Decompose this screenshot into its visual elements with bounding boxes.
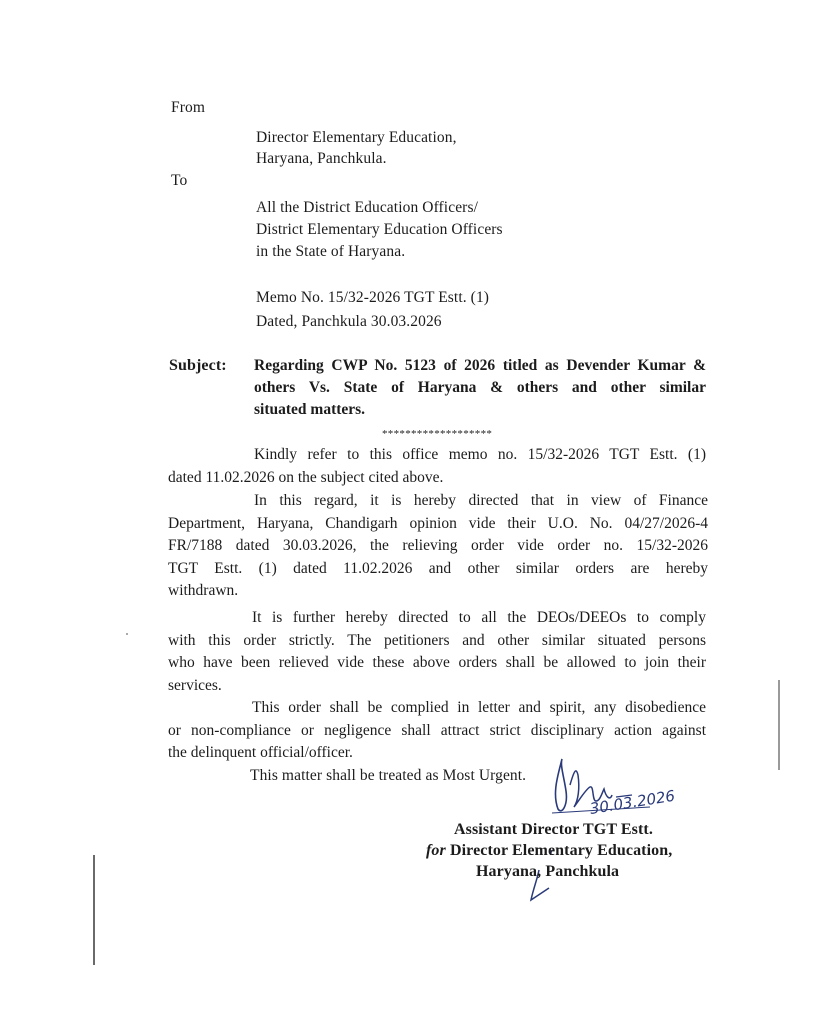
paragraph-1-line-2: dated 11.02.2026 on the subject cited above. xyxy=(168,468,444,486)
separator-asterisks: ******************* xyxy=(382,428,493,440)
subject-line-2: others Vs. State of Haryana & others and other similar xyxy=(254,379,706,396)
memo-number: Memo No. 15/32-2026 TGT Estt. (1) xyxy=(256,289,490,306)
scan-edge-mark-left xyxy=(93,855,95,965)
signatory-title: Assistant Director TGT Estt. xyxy=(454,821,653,838)
signatory-for-line xyxy=(426,841,672,861)
memo-date: Dated, Panchkula 30.03.2026 xyxy=(256,313,442,330)
for-organisation: Director Elementary Education, xyxy=(449,842,673,859)
paragraph-1-line-1: Kindly refer to this office memo no. 15/32-2026 TGT Estt. (1) xyxy=(254,446,706,463)
paragraph-3-line-2: with this order strictly. The petitioners and other similar situated persons xyxy=(168,631,706,649)
scan-edge-mark-right xyxy=(778,680,780,770)
to-line-3: in the State of Haryana. xyxy=(256,243,406,260)
paragraph-2-line-3: FR/7188 dated 30.03.2026, the relieving order vide order no. 15/32-2026 xyxy=(168,537,708,554)
paragraph-4-line-2: or non-compliance or negligence shall attract strict disciplinary action against xyxy=(168,721,706,739)
paragraph-3-line-3: who have been relieved vide these above orders shall be allowed to join their xyxy=(168,654,706,671)
paragraph-4-line-1: This order shall be complied in letter and spirit, any disobedience xyxy=(252,699,706,716)
subject-line-3: situated matters. xyxy=(254,401,366,418)
subject-line-1: Regarding CWP No. 5123 of 2026 titled as Devender Kumar & xyxy=(254,357,706,374)
handwritten-date: 30.03.2026 xyxy=(588,786,677,818)
scan-dot xyxy=(126,633,128,635)
paragraph-2-line-4: TGT Estt. (1) dated 11.02.2026 and other similar orders are hereby xyxy=(168,559,708,577)
from-line-2: Haryana, Panchkula. xyxy=(256,150,387,167)
paragraph-1 xyxy=(168,444,706,489)
paragraph-2-line-5: withdrawn. xyxy=(168,582,239,599)
to-line-1: All the District Education Officers/ xyxy=(256,199,478,216)
paragraph-3 xyxy=(168,607,706,697)
paragraph-3-line-1: It is further hereby directed to all the DEOs/DEEOs to comply xyxy=(252,609,706,626)
paragraph-2-line-2: Department, Haryana, Chandigarh opinion vide their U.O. No. 04/27/2026-4 xyxy=(168,514,708,532)
paragraph-4-line-3: the delinquent official/officer. xyxy=(168,744,353,761)
subject-text xyxy=(254,355,706,421)
to-line-2: District Elementary Education Officers xyxy=(256,221,503,238)
paragraph-2-line-1: In this regard, it is hereby directed that in view of Finance xyxy=(254,492,708,509)
to-label: To xyxy=(171,172,188,189)
paragraph-2 xyxy=(168,490,708,603)
from-line-1: Director Elementary Education, xyxy=(256,129,457,146)
from-label: From xyxy=(171,99,205,116)
paragraph-5: This matter shall be treated as Most Urgent. xyxy=(250,767,527,784)
subject-label: Subject: xyxy=(169,357,227,374)
signatory-place: Haryana, Panchkula xyxy=(476,863,620,880)
for-word: for xyxy=(426,842,446,859)
paragraph-3-line-4: services. xyxy=(168,676,222,694)
